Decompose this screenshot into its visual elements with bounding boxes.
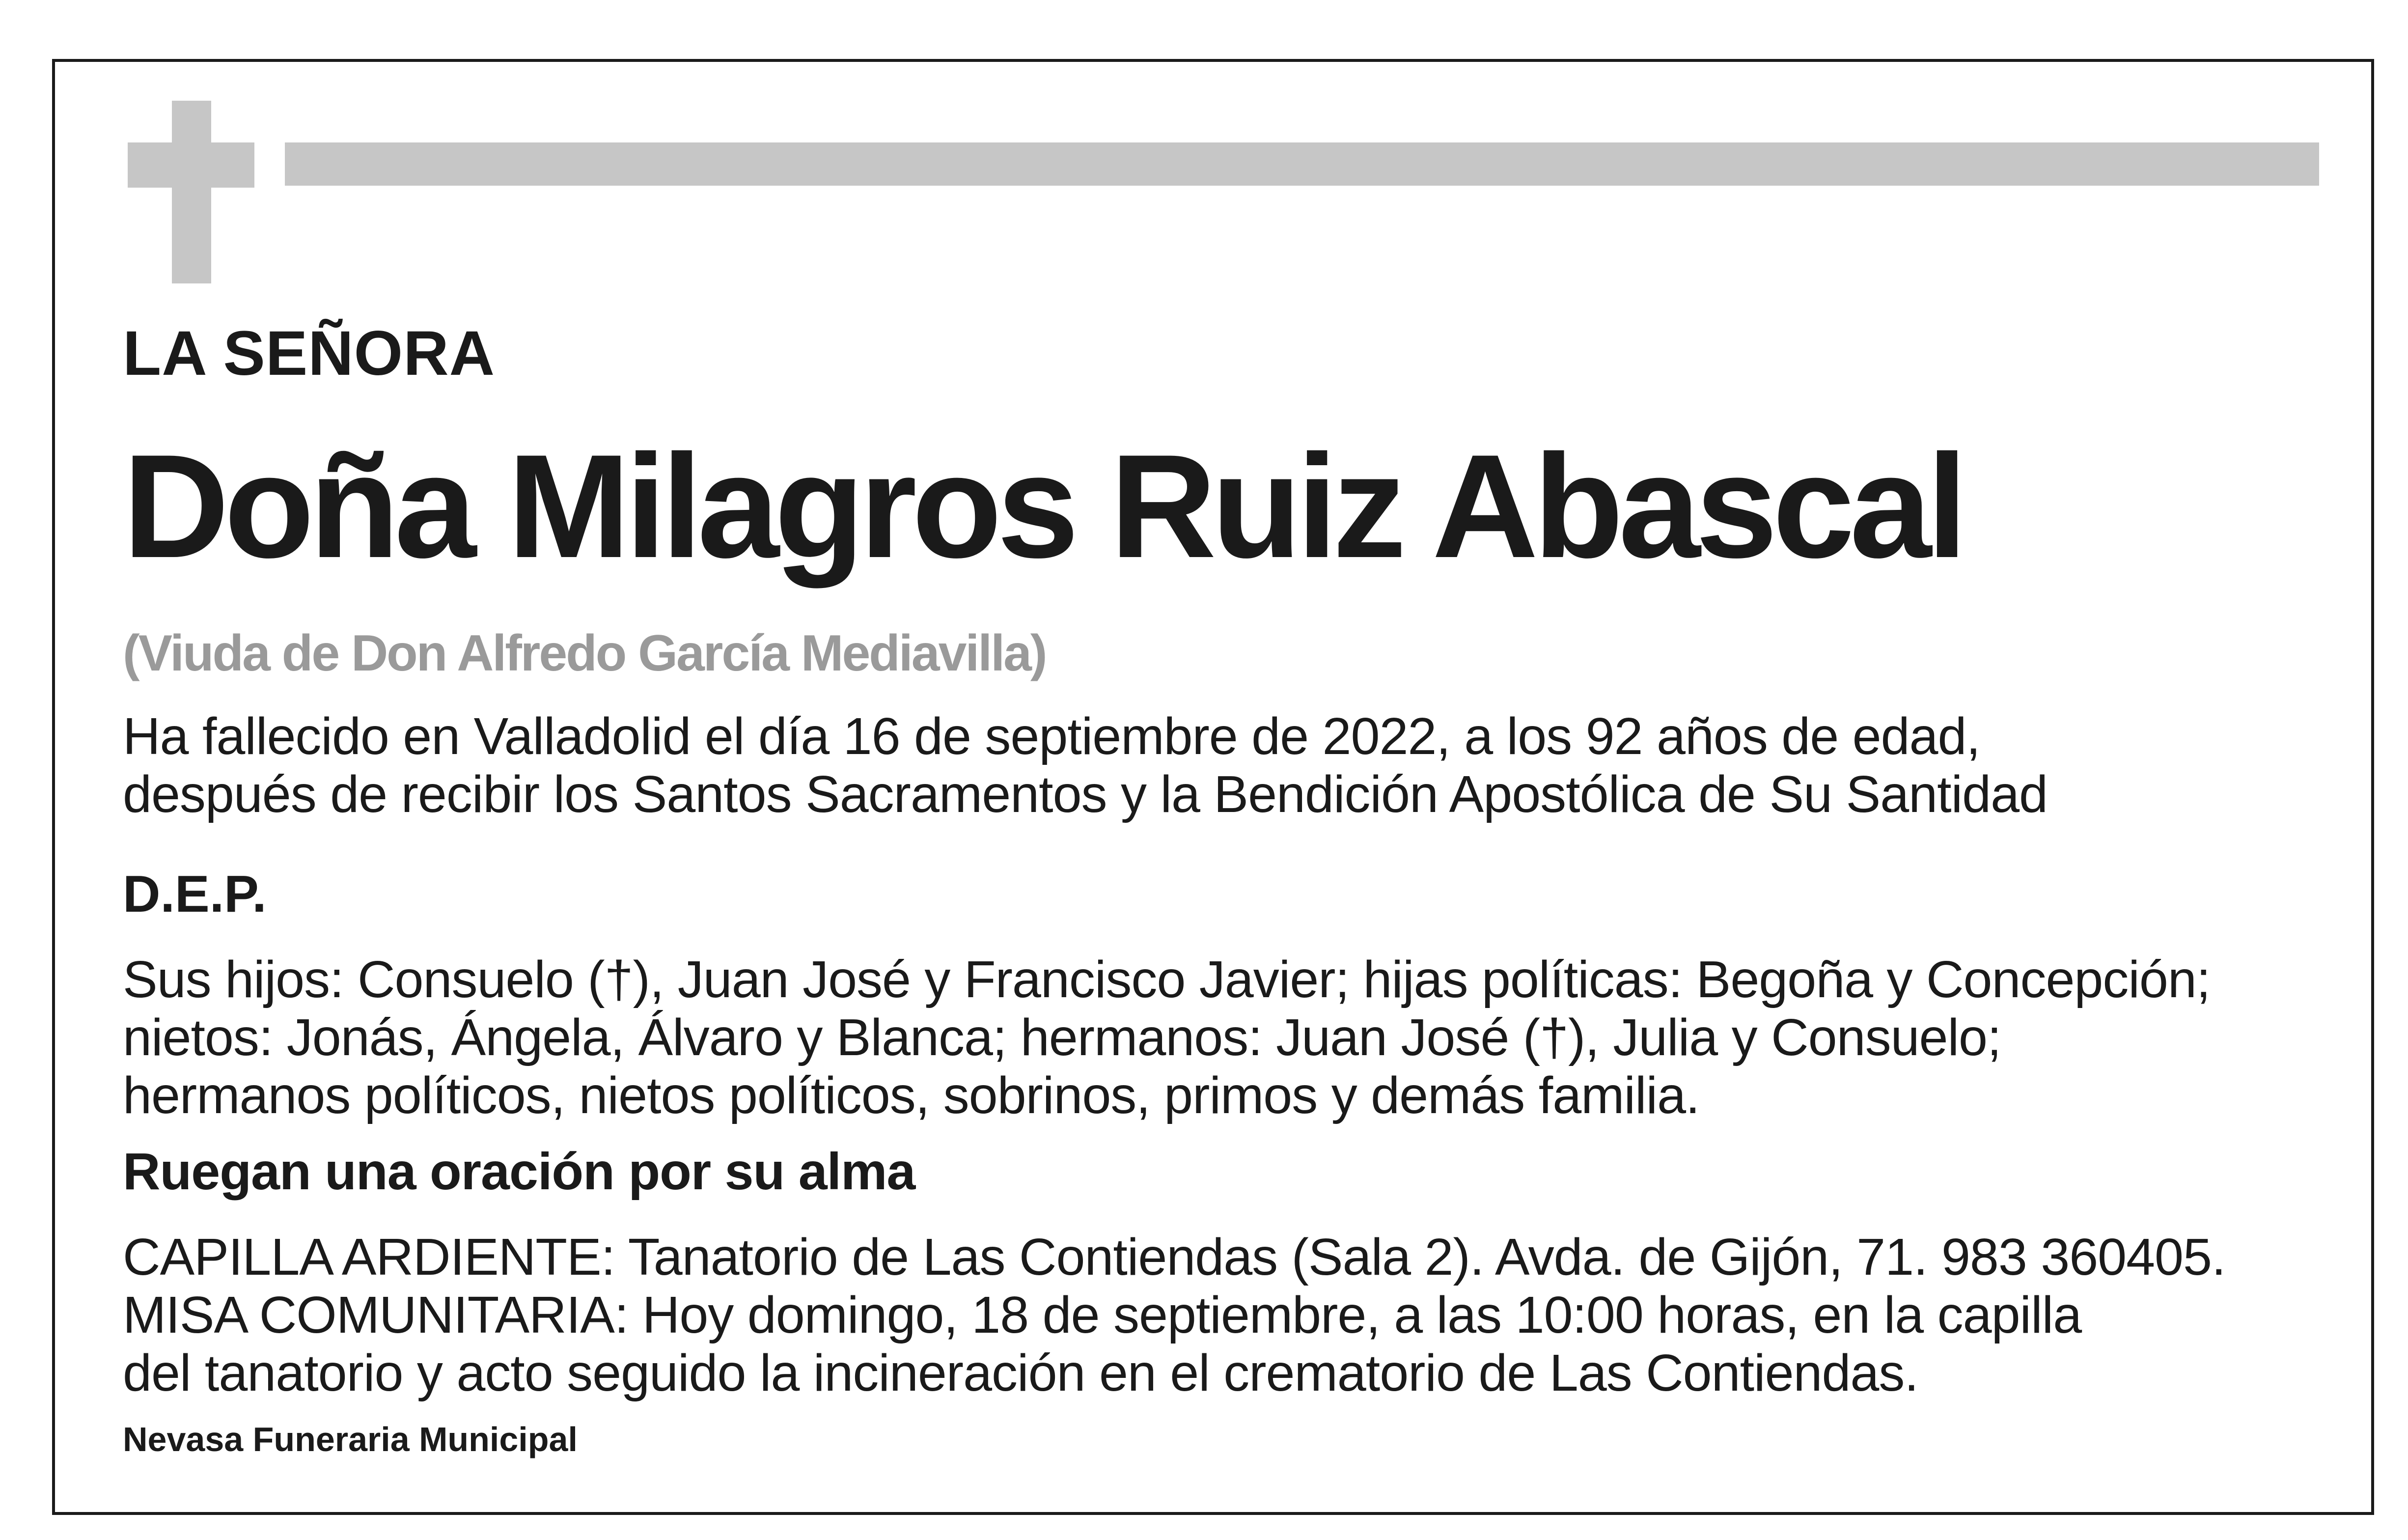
ceremony-line: CAPILLA ARDIENTE: Tanatorio de Las Contiendas (Sala 2). Avda. de Gijón, 71. 983 360405. — [123, 1228, 2226, 1286]
title-label: LA SEÑORA — [123, 318, 496, 389]
prayer-request: Ruegan una oración por su alma — [123, 1143, 915, 1201]
cross-icon — [172, 101, 211, 283]
funeral-home: Nevasa Funeraria Municipal — [123, 1420, 578, 1458]
death-line: después de recibir los Santos Sacramentos y la Bendición Apostólica de Su Santidad — [123, 765, 2048, 823]
death-line: Ha fallecido en Valladolid el día 16 de septiembre de 2022, a los 92 años de edad, — [123, 707, 1980, 765]
cross-icon-arm — [128, 142, 254, 188]
family-line: nietos: Jonás, Ángela, Álvaro y Blanca; hermanos: Juan José (†), Julia y Consuelo; — [123, 1008, 2001, 1066]
deceased-name: Doña Milagros Ruiz Abascal — [123, 423, 1963, 588]
family-line: Sus hijos: Consuelo (†), Juan José y Francisco Javier; hijas políticas: Begoña y Concepción; — [123, 951, 2211, 1008]
header-bar — [285, 142, 2319, 186]
ceremony-line: del tanatorio y acto seguido la incineración en el crematorio de Las Contiendas. — [123, 1344, 1918, 1402]
family-line: hermanos políticos, nietos políticos, sobrinos, primos y demás familia. — [123, 1066, 1700, 1124]
ceremony-details — [123, 1228, 2225, 1402]
ceremony-line: MISA COMUNITARIA: Hoy domingo, 18 de septiembre, a las 10:00 horas, en la capilla — [123, 1286, 2082, 1344]
death-statement — [123, 707, 2048, 823]
widow-of: (Viuda de Don Alfredo García Mediavilla) — [123, 625, 1046, 682]
family-list — [123, 951, 2210, 1124]
dep-label: D.E.P. — [123, 865, 267, 923]
